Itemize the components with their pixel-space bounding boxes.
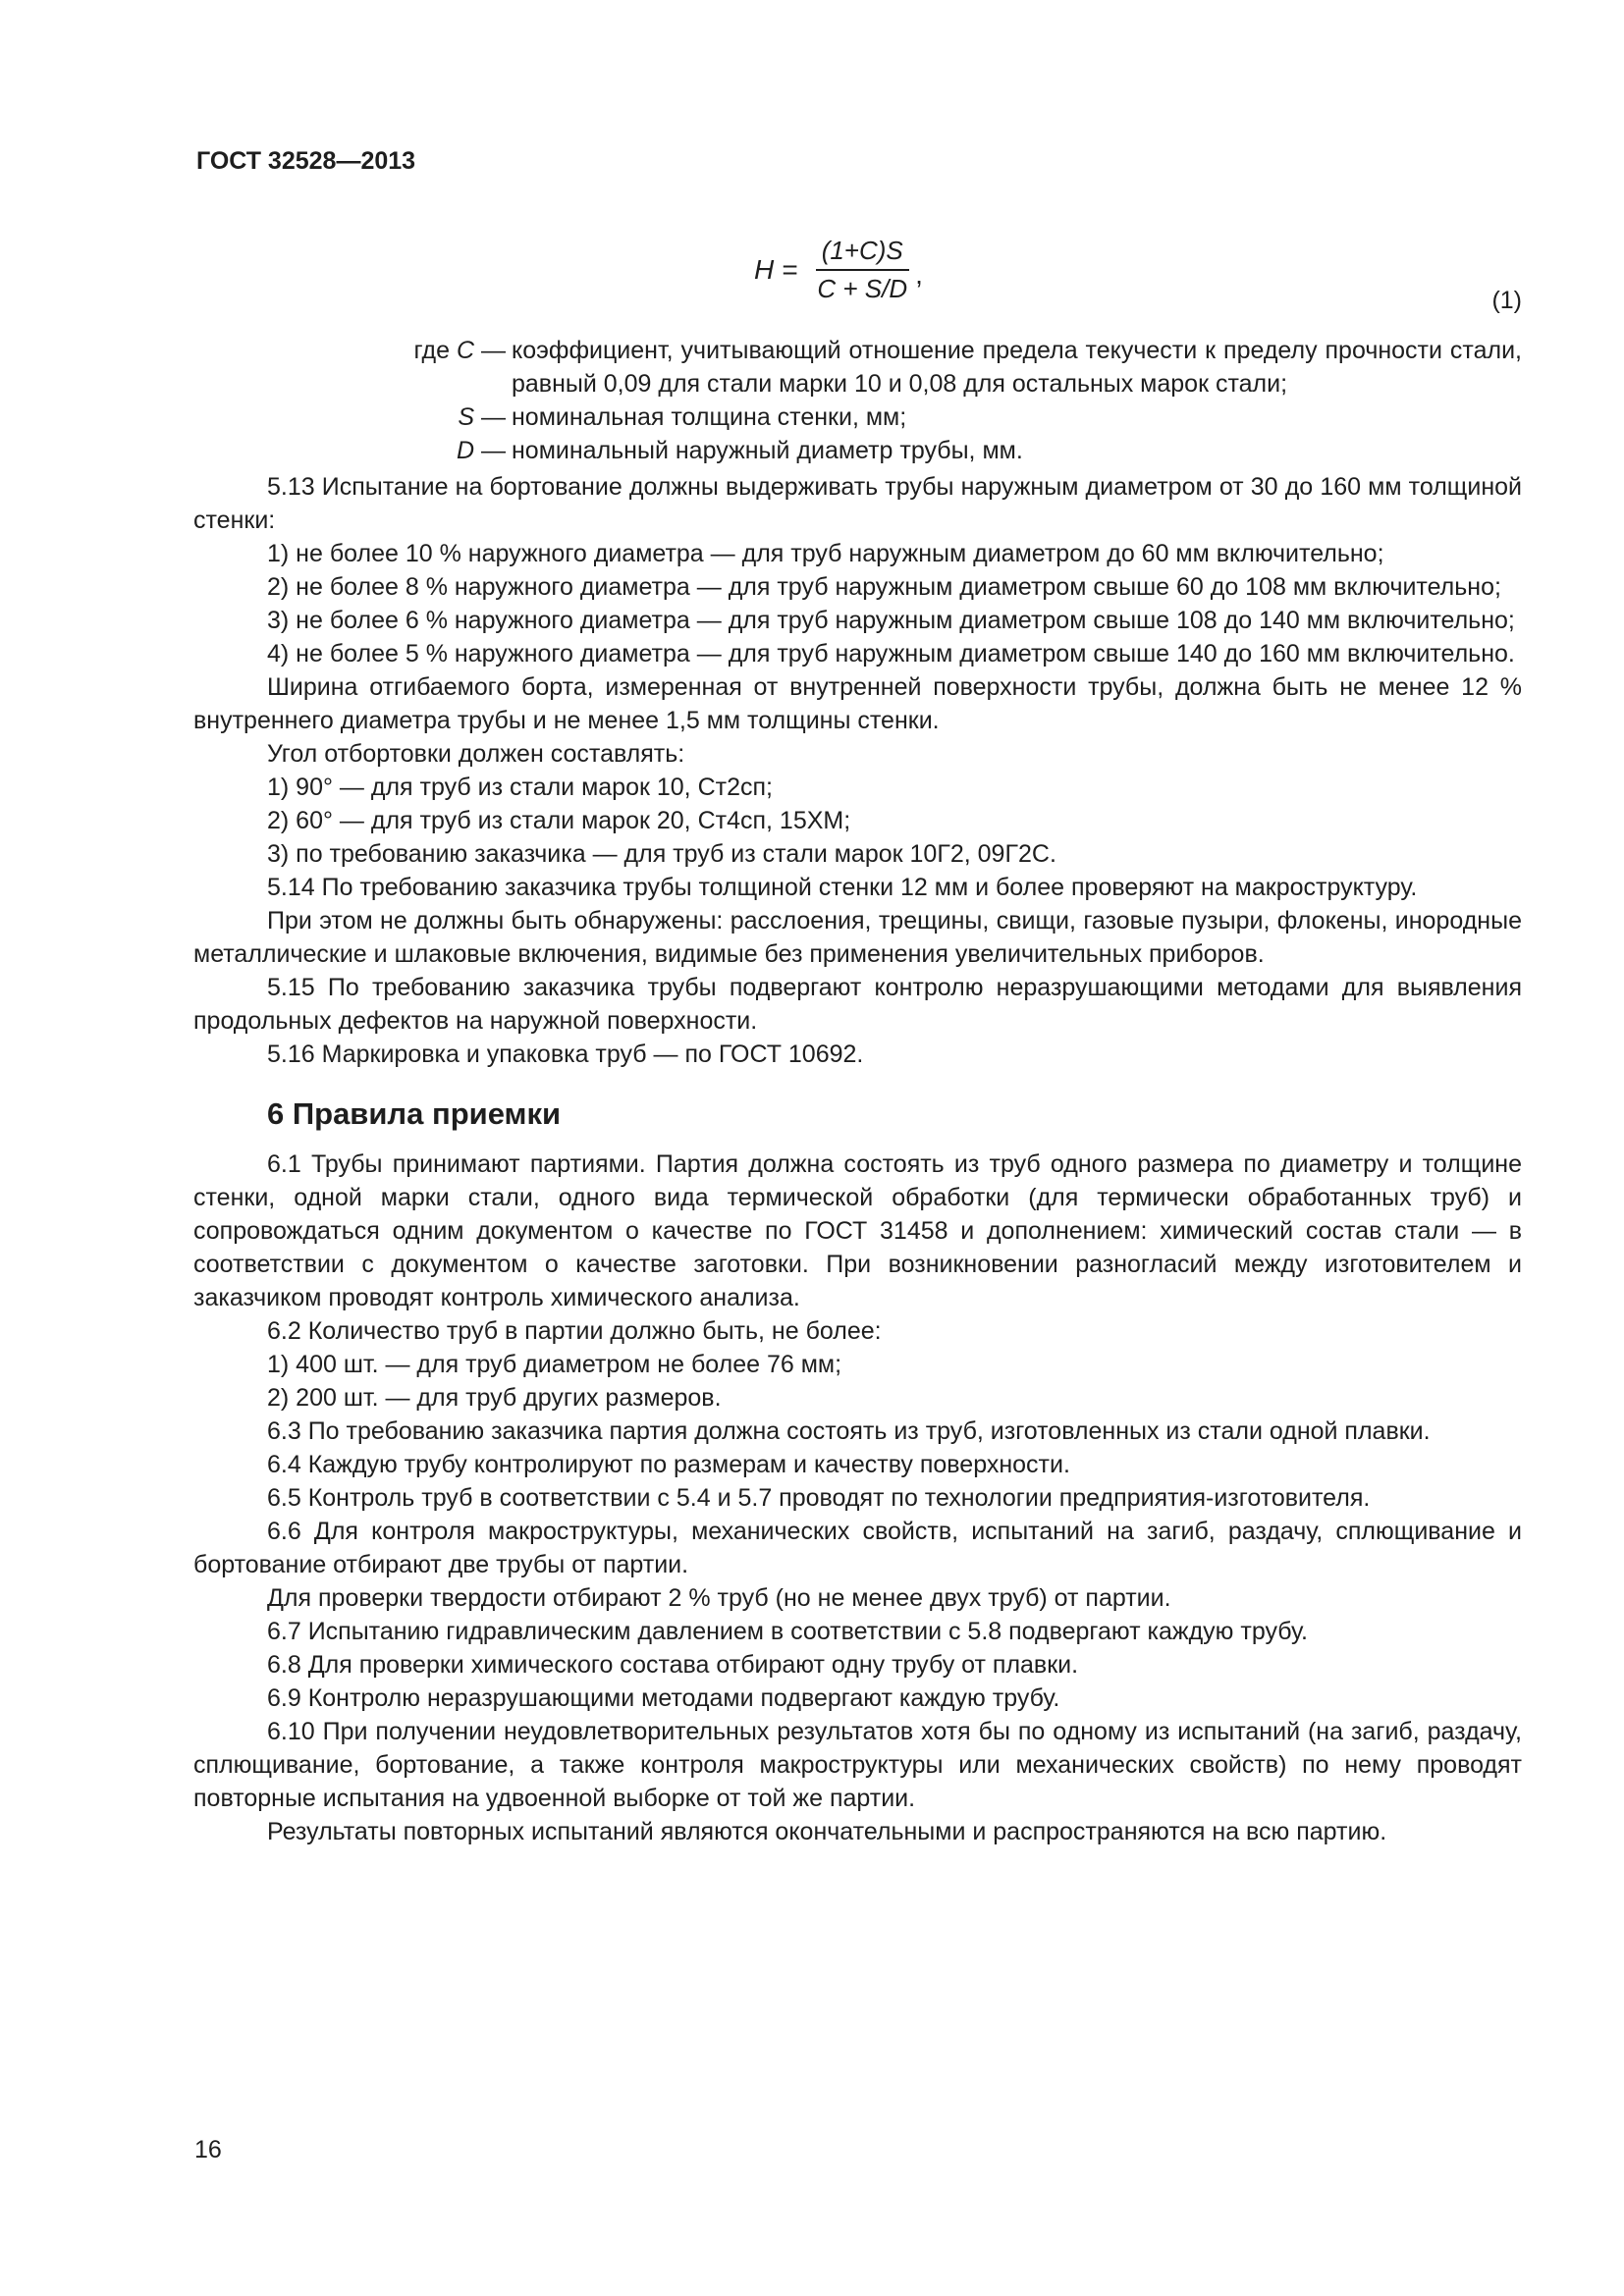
paragraph: 6.8 Для проверки химического состава отбирают одну трубу от плавки. xyxy=(267,1651,1079,1679)
formula xyxy=(754,236,923,304)
definition-item xyxy=(193,434,1522,467)
formula-comma: , xyxy=(915,259,923,290)
paragraph: 5.15 По требованию заказчика трубы подвергают контролю неразрушающими методами для выявления продольных дефектов на наружной поверхности. xyxy=(193,974,1522,1035)
paragraph: 6.9 Контролю неразрушающими методами подвергают каждую трубу. xyxy=(267,1684,1060,1712)
paragraph: 6.3 По требованию заказчика партия должна состоять из труб, изготовленных из стали одной плавки. xyxy=(267,1417,1431,1445)
paragraph: 2) 60° — для труб из стали марок 20, Ст4сп, 15ХМ; xyxy=(267,807,851,834)
definition-term: где C — xyxy=(413,337,506,364)
page-number: 16 xyxy=(194,2136,222,2163)
paragraph: 6.7 Испытанию гидравлическим давлением в соответствии с 5.8 подвергают каждую трубу. xyxy=(267,1618,1308,1645)
paragraph: Ширина отгибаемого борта, измеренная от внутренней поверхности трубы, должна быть не менее 12 % внутреннего диаметра трубы и не менее 1,5 мм толщины стенки. xyxy=(193,673,1522,734)
formula-denominator: C + S/D xyxy=(817,274,908,303)
equation-number: (1) xyxy=(1491,287,1522,314)
formula-numerator: (1+C)S xyxy=(816,236,909,271)
paragraph: При этом не должны быть обнаружены: расслоения, трещины, свищи, газовые пузыри, флокены, инородные металлические и шлаковые включения, видимые без применения увеличительных приборов. xyxy=(193,907,1522,968)
paragraph: 6.1 Трубы принимают партиями. Партия должна состоять из труб одного размера по диаметру и толщине стенки, одной марки стали, одного вида термической обработки (для термически обработанных труб) и сопровождаться одним документом о качестве по ГОСТ 31458 и дополнением: химический состав стали — в соответствии с документом о качестве заготовки. При возникновении разногласий между изготовителем и заказчиком проводят контроль химического анализа. xyxy=(193,1150,1522,1311)
paragraph: 1) 90° — для труб из стали марок 10, Ст2сп; xyxy=(267,774,773,801)
paragraph: 2) не более 8 % наружного диаметра — для труб наружным диаметром свыше 60 до 108 мм включительно; xyxy=(267,573,1501,601)
paragraph: 1) 400 шт. — для труб диаметром не более 76 мм; xyxy=(267,1351,842,1378)
definition-item xyxy=(193,334,1522,400)
document-code-header: ГОСТ 32528—2013 xyxy=(196,147,416,175)
paragraph: 3) не более 6 % наружного диаметра — для труб наружным диаметром свыше 108 до 140 мм включительно; xyxy=(267,607,1515,634)
definition-term: D — xyxy=(456,437,506,464)
paragraph: 6.4 Каждую трубу контролируют по размерам и качеству поверхности. xyxy=(267,1451,1070,1478)
formula-lhs: H = xyxy=(754,254,798,285)
paragraph: 4) не более 5 % наружного диаметра — для труб наружным диаметром свыше 140 до 160 мм включительно. xyxy=(267,640,1515,667)
definition-text: номинальная толщина стенки, мм; xyxy=(512,403,907,431)
definition-term: S — xyxy=(458,403,506,431)
document-body xyxy=(193,334,1522,1848)
paragraph: 6.10 При получении неудовлетворительных результатов хотя бы по одному из испытаний (на загиб, раздачу, сплющивание, бортование, а также контроля макроструктуры или механических свойств) по нему проводят повторные испытания на удвоенной выборке от той же партии. xyxy=(193,1718,1522,1812)
section-5-paragraphs xyxy=(193,470,1522,1071)
definition-text: номинальный наружный диаметр трубы, мм. xyxy=(512,437,1023,464)
definition-text: коэффициент, учитывающий отношение предела текучести к пределу прочности стали, равный 0,09 для стали марки 10 и 0,08 для остальных марок стали; xyxy=(512,337,1522,398)
section-6-paragraphs xyxy=(193,1148,1522,1848)
paragraph: 5.13 Испытание на бортование должны выдерживать трубы наружным диаметром от 30 до 160 мм толщиной стенки: xyxy=(193,473,1522,534)
definition-item xyxy=(193,400,1522,434)
paragraph: Результаты повторных испытаний являются окончательными и распространяются на всю партию. xyxy=(267,1818,1387,1845)
paragraph: 6.5 Контроль труб в соответствии с 5.4 и 5.7 проводят по технологии предприятия-изготовителя. xyxy=(267,1484,1371,1512)
paragraph: 1) не более 10 % наружного диаметра — для труб наружным диаметром до 60 мм включительно; xyxy=(267,540,1384,567)
paragraph: Угол отбортовки должен составлять: xyxy=(267,740,685,768)
paragraph: 6.6 Для контроля макроструктуры, механических свойств, испытаний на загиб, раздачу, сплющивание и бортование отбирают две трубы от партии. xyxy=(193,1518,1522,1578)
paragraph: 3) по требованию заказчика — для труб из стали марок 10Г2, 09Г2С. xyxy=(267,840,1056,868)
definitions-list xyxy=(193,334,1522,467)
section-title: 6 Правила приемки xyxy=(267,1096,562,1131)
paragraph: 2) 200 шт. — для труб других размеров. xyxy=(267,1384,722,1412)
formula-fraction xyxy=(811,236,913,304)
paragraph: Для проверки твердости отбирают 2 % труб (но не менее двух труб) от партии. xyxy=(267,1584,1171,1612)
paragraph: 6.2 Количество труб в партии должно быть, не более: xyxy=(267,1317,882,1345)
paragraph: 5.14 По требованию заказчика трубы толщиной стенки 12 мм и более проверяют на макроструктуру. xyxy=(267,874,1418,901)
paragraph: 5.16 Маркировка и упаковка труб — по ГОСТ 10692. xyxy=(267,1041,864,1068)
